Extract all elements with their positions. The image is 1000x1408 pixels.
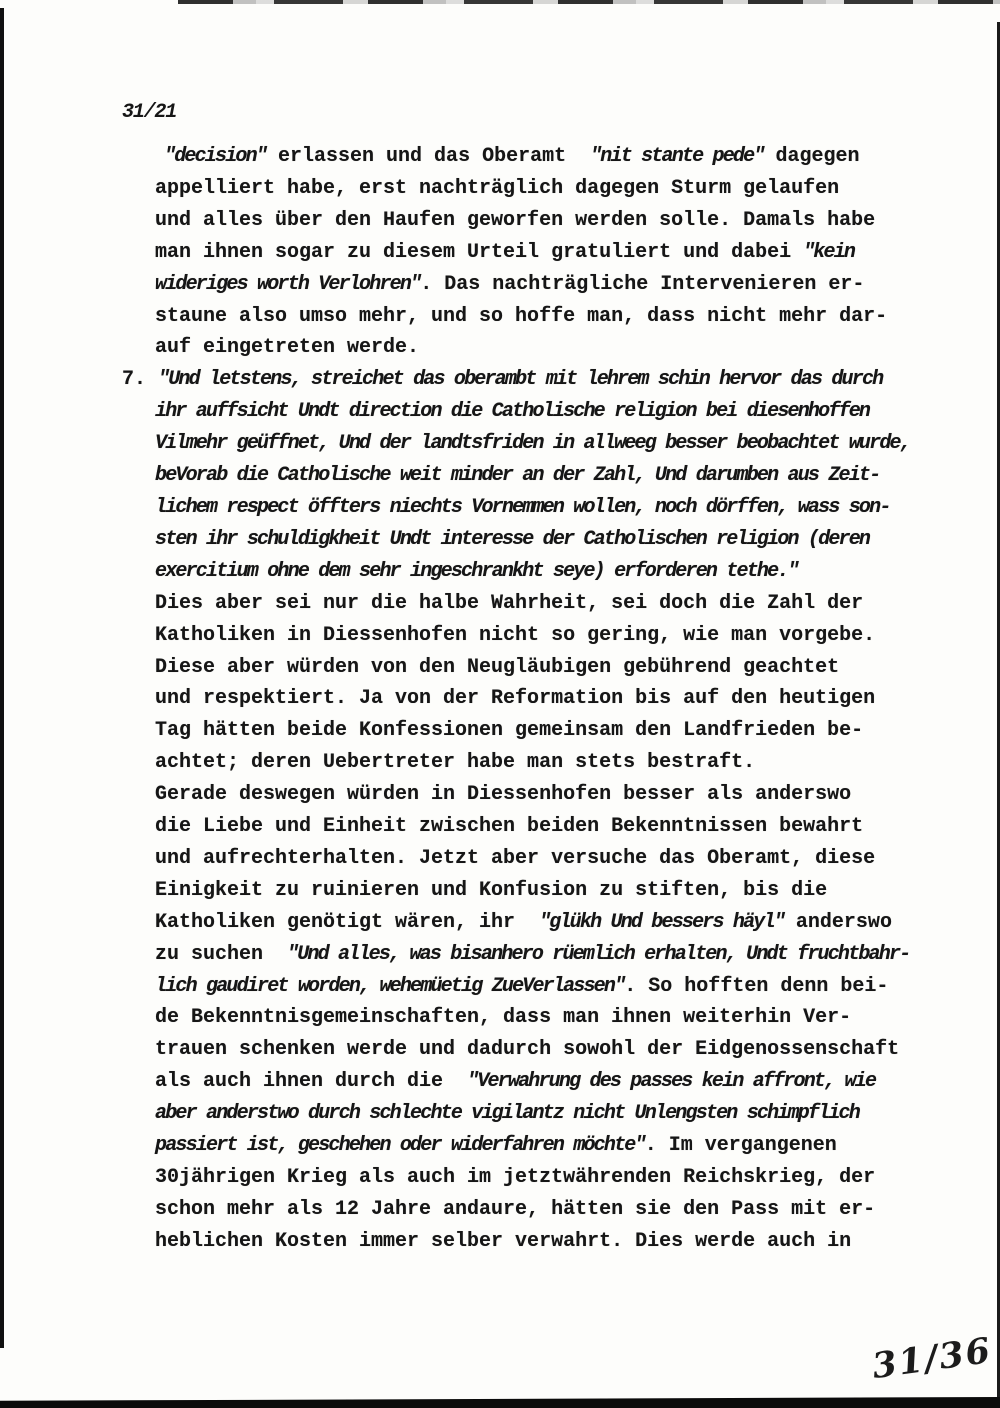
text-segment: auf eingetreten werde.: [155, 336, 420, 360]
text-segment: und respektiert. Ja von der Reformation bis auf den heutigen: [155, 687, 876, 711]
italic-text-segment: sten ihr schuldigkheit Undt interesse der Catholischen religion (deren: [155, 527, 870, 551]
text-segment: Katholiken in Diessenhofen nicht so gering, wie man vorgebe.: [155, 623, 876, 647]
text-line: [155, 428, 965, 460]
italic-text-segment: wideriges worth Verlohren": [155, 272, 421, 296]
text-line: [155, 1002, 965, 1034]
text-segment: als auch ihnen durch die: [155, 1070, 468, 1094]
italic-text-segment: "decision": [164, 145, 267, 168]
text-line: [155, 492, 965, 524]
text-line: [155, 205, 965, 237]
italic-text-segment: lich gaudiret worden, wehemüetig ZueVerlassen": [155, 974, 625, 998]
text-line: [155, 1226, 965, 1258]
text-line: [155, 1034, 965, 1066]
italic-text-segment: "Und alles, was bisanhero rüemlich erhalten, Undt fruchtbahr-: [287, 942, 910, 966]
text-segment: und aufrechterhalten. Jetzt aber versuche das Oberamt, diese: [155, 846, 876, 870]
text-line: [155, 1162, 965, 1194]
scan-edge-top: [178, 0, 1000, 4]
text-line: [155, 1098, 965, 1130]
text-segment: erlassen und das Oberamt: [266, 145, 591, 168]
text-segment: man ihnen sogar zu diesem Urteil gratuliert und dabei: [155, 240, 804, 264]
text-line: [155, 620, 965, 652]
text-line: [155, 588, 965, 620]
text-segment: dagegen: [763, 145, 860, 168]
italic-text-segment: ihr auffsicht Undt direction die Catholische religion bei diesenhoffen: [155, 400, 870, 424]
text-line: [155, 875, 965, 907]
text-segment: Diese aber würden von den Neugläubigen gebührend geachtet: [155, 655, 840, 679]
text-line: [155, 747, 965, 779]
text-segment: schon mehr als 12 Jahre andaure, hätten sie den Pass mit er-: [155, 1197, 876, 1221]
text-line: [155, 396, 965, 428]
text-line: [155, 939, 965, 971]
text-segment: . So hofften denn bei-: [624, 974, 889, 998]
scan-edge-left: [0, 8, 4, 1348]
handwritten-page-number: 31/36: [869, 1329, 995, 1388]
text-segment: Dies aber sei nur die halbe Wahrheit, sei doch die Zahl der: [155, 591, 864, 615]
text-line: [155, 556, 965, 588]
text-line: [155, 173, 965, 205]
text-line: [155, 237, 965, 269]
text-line: [155, 843, 965, 875]
text-line: [155, 1066, 965, 1098]
text-segment: die Liebe und Einheit zwischen beiden Bekenntnissen bewahrt: [155, 815, 864, 839]
text-segment: . Das nachträgliche Intervenieren er-: [420, 272, 865, 296]
text-line: [122, 364, 965, 396]
text-segment: trauen schenken werde und dadurch sowohl der Eidgenossenschaft: [155, 1038, 900, 1062]
text-segment: heblichen Kosten immer selber verwahrt. Dies werde auch in: [155, 1229, 852, 1253]
text-segment: Gerade deswegen würden in Diessenhofen besser als anderswo: [155, 783, 852, 807]
text-segment: staune also umso mehr, und so hoffe man, dass nicht mehr dar-: [155, 304, 888, 328]
scan-edge-bottom: [0, 1396, 1000, 1408]
italic-text-segment: lichem respect öffters niechts Vornemmen wollen, noch dörffen, wass son-: [155, 495, 890, 519]
text-segment: appelliert habe, erst nachträglich dagegen Sturm gelaufen: [155, 176, 840, 200]
text-segment: de Bekenntnisgemeinschaften, dass man ihnen weiterhin Ver-: [155, 1006, 852, 1030]
italic-text-segment: exercitium ohne dem sehr ingeschrankht seye) erforderen tethe.": [155, 559, 798, 583]
text-segment: zu suchen: [155, 942, 288, 966]
text-line: [155, 301, 965, 333]
text-line: [155, 332, 965, 364]
italic-text-segment: aber anderstwo durch schlechte vigilantz nicht Unlengsten schimpflich: [155, 1102, 859, 1126]
text-line: [155, 715, 965, 747]
text-line: [155, 683, 965, 715]
italic-text-segment: Vilmehr geüffnet, Und der landtsfriden in allweeg besser beobachtet wurde,: [155, 432, 910, 456]
text-segment: 7.: [122, 368, 159, 392]
document-body: [122, 141, 965, 1258]
italic-text-segment: "glükh Und bessers häyl": [539, 910, 784, 934]
italic-text-segment: "kein: [803, 240, 855, 264]
page-number: 31/21: [122, 101, 177, 124]
text-line: [164, 141, 965, 173]
text-segment: Katholiken genötigt wären, ihr: [155, 910, 540, 934]
text-segment: Einigkeit zu ruinieren und Konfusion zu stiften, bis die: [155, 878, 828, 902]
italic-text-segment: "nit stante pede": [590, 145, 764, 168]
text-segment: achtet; deren Uebertreter habe man stets bestraft.: [155, 751, 756, 775]
text-segment: . Im vergangenen: [644, 1134, 837, 1158]
text-segment: Tag hätten beide Konfessionen gemeinsam den Landfrieden be-: [155, 719, 864, 743]
text-line: [155, 1130, 965, 1162]
text-line: [155, 1194, 965, 1226]
text-line: [155, 907, 965, 939]
text-segment: und alles über den Haufen geworfen werden solle. Damals habe: [155, 208, 876, 232]
text-line: [155, 269, 965, 301]
italic-text-segment: "Und letstens, streichet das oberambt mit lehrem schin hervor das durch: [158, 368, 883, 392]
italic-text-segment: passiert ist, geschehen oder widerfahren möchte": [155, 1134, 645, 1158]
text-line: [155, 779, 965, 811]
text-segment: anderswo: [783, 910, 892, 934]
text-line: [155, 460, 965, 492]
text-segment: 30jährigen Krieg als auch im jetztwährenden Reichskrieg, der: [155, 1166, 876, 1189]
text-line: [155, 524, 965, 556]
text-line: [155, 811, 965, 843]
text-line: [155, 652, 965, 684]
italic-text-segment: beVorab die Catholische weit minder an der Zahl, Und darumben aus Zeit-: [155, 464, 880, 488]
text-line: [155, 971, 965, 1003]
italic-text-segment: "Verwahrung des passes kein affront, wie: [467, 1070, 876, 1094]
